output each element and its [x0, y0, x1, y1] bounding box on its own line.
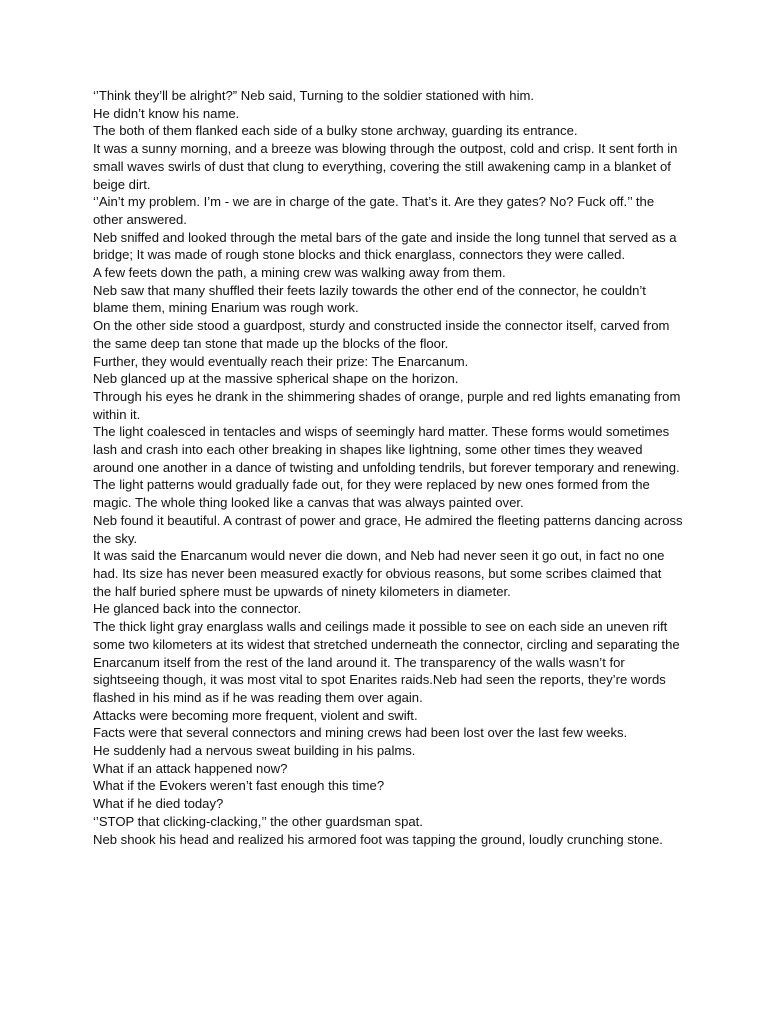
paragraph: Through his eyes he drank in the shimmering shades of orange, purple and red lights emanating from within it.: [93, 388, 681, 422]
paragraph: Neb found it beautiful. A contrast of power and grace, He admired the fleeting patterns dancing across the sky.: [93, 512, 683, 546]
paragraph: A few feets down the path, a mining crew was walking away from them.: [93, 265, 506, 281]
document-page: [93, 87, 683, 848]
paragraph: The light coalesced in tentacles and wisps of seemingly hard matter. These forms would sometimes lash and crash into each other breaking in shapes like lightning, some other times they weaved around one another in a dance of twisting and unfolding tendrils, but forever temporary and renewing.: [93, 424, 680, 475]
paragraph: Neb shook his head and realized his armored foot was tapping the ground, loudly crunching stone.: [93, 831, 663, 847]
paragraph: Neb glanced up at the massive spherical shape on the horizon.: [93, 371, 459, 387]
paragraph: Neb sniffed and looked through the metal bars of the gate and inside the long tunnel that served as a bridge; It was made of rough stone blocks and thick enarglass, connectors they were called.: [93, 229, 677, 263]
paragraph: Attacks were becoming more frequent, violent and swift.: [93, 707, 418, 723]
paragraph: ‘’Ain’t my problem. I’m - we are in charge of the gate. That’s it. Are they gates? No? Fuck off.’’ the other answered.: [93, 194, 655, 227]
paragraph: He didn’t know his name.: [93, 105, 240, 121]
paragraph: Further, they would eventually reach their prize: The Enarcanum.: [93, 353, 469, 369]
paragraph: The thick light gray enarglass walls and ceilings made it possible to see on each side an uneven rift some two kilometers at its widest that stretched underneath the connector, circling and separating the Enarcanum itself from the rest of the land around it. The transparency of the walls wasn’t for sightseeing though, it was most vital to spot Enarites raids.Neb had seen the reports, they’re words flashed in his mind as if he was reading them over again.: [93, 619, 680, 705]
paragraph: The light patterns would gradually fade out, for they were replaced by new ones formed from the magic. The whole thing looked like a canvas that was always painted over.: [93, 477, 650, 511]
paragraph: Neb saw that many shuffled their feets lazily towards the other end of the connector, he couldn’t blame them, mining Enarium was rough work.: [93, 282, 646, 316]
paragraph: The both of them flanked each side of a bulky stone archway, guarding its entrance.: [93, 123, 578, 139]
paragraph: On the other side stood a guardpost, sturdy and constructed inside the connector itself, carved from the same deep tan stone that made up the blocks of the floor.: [93, 318, 670, 351]
paragraph: He suddenly had a nervous sweat building in his palms.: [93, 743, 416, 759]
paragraph: Facts were that several connectors and mining crews had been lost over the last few weeks.: [93, 725, 628, 741]
paragraph: ‘’Think they’ll be alright?” Neb said, Turning to the soldier stationed with him.: [93, 88, 535, 103]
paragraph: What if an attack happened now?: [93, 760, 288, 776]
paragraph: He glanced back into the connector.: [93, 601, 302, 617]
paragraph: What if the Evokers weren’t fast enough this time?: [93, 778, 385, 794]
paragraph: What if he died today?: [93, 796, 224, 812]
paragraph: ‘’STOP that clicking-clacking,’’ the other guardsman spat.: [93, 813, 423, 829]
paragraph: It was said the Enarcanum would never die down, and Neb had never seen it go out, in fact no one had. Its size has never been measured exactly for obvious reasons, but some scribes claimed that the half buried sphere must be upwards of ninety kilometers in diameter.: [93, 548, 665, 599]
paragraph: It was a sunny morning, and a breeze was blowing through the outpost, cold and crisp. It sent forth in small waves swirls of dust that clung to everything, covering the still awakening camp in a blanket of beige dirt.: [93, 141, 678, 192]
